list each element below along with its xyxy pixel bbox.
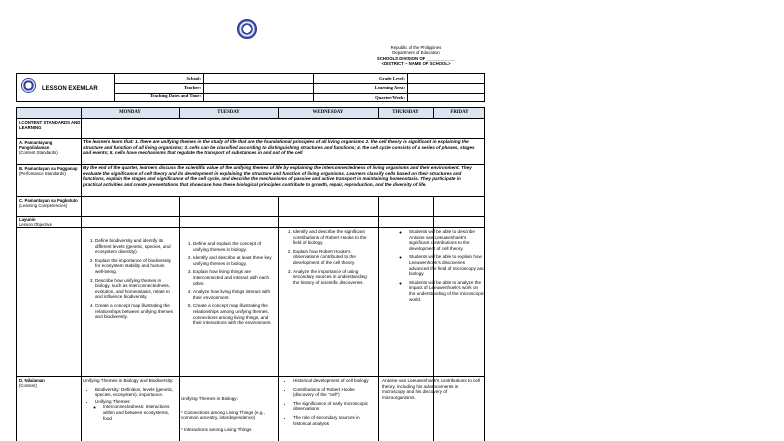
performance-standards-text: By the end of the quarter, learners discuss the scientific value of the unifying themes of life by explaining the interconnectedness of living organisms and their environment. They evaluate the significance of cell theory and its development in explaining the structure and function of living organisms. Learners classify cells based on their structures and functions, explain the stages and significance of the cell cycle, and describe the mechanisms of passive and active transport in maintaining homeostasis. They participate in practical activities and create presentations that showcase how these biological principles contribute to growth, repair, reproduction, and the diversity of life. xyxy=(83,165,472,187)
list-item: 1. Identify and describe the significant contributions of Robert Hooke to the field of biology. xyxy=(293,229,374,246)
content-standards-text: The learners learn that: 1. there are unifying themes in the study of life that are the foundational principles of all living organisms 2. the cell theory is significant in explaining the structure and function of all living organisms; 3. cells can be classified according to distinguishing structures and functions; 4. the cell cycle consists of a series of phases, stages and events; 5. cells have mechanisms that regulate the transport of substances in and out of the cell xyxy=(83,139,475,156)
label-b: B. Pamantayan sa Pagganap (Perfomance Standards) xyxy=(19,166,78,177)
dates-field[interactable] xyxy=(204,94,313,103)
teacher-label: Teacher: xyxy=(183,85,201,90)
lesson-grid xyxy=(16,107,485,441)
list-item: 4. Create a concept map illustrating the relationships between unifying themes and biodiversity. xyxy=(95,303,175,320)
grade-label: Grade Level: xyxy=(379,76,405,81)
list-item: 2. Explain how Robert Hooke's observations contributed to the development of the cell theory. xyxy=(293,249,374,266)
list-item: 2. Identify and describe at least three key unifying themes in biology. xyxy=(193,255,275,266)
content-tuesday-line: * Interactions among Living Things xyxy=(181,426,252,432)
content-tuesday-intro: Unifying Themes in Biology: xyxy=(181,396,238,401)
grade-field[interactable] xyxy=(408,74,486,83)
district-school-text: <DISTRICT – NAME OF SCHOOL> xyxy=(381,60,451,66)
deped-logo-icon xyxy=(21,78,36,93)
content-tuesday-line: * Connections among Living Things (e.g., common ancestry, interdependence) xyxy=(181,409,265,421)
content-monday-intro: Unifying Themes in Biology and Biodiversity: xyxy=(83,378,174,383)
day-wednesday: WEDNESDAY xyxy=(312,110,344,115)
list-item: 1. Define and explain the concept of unifying themes in biology. xyxy=(193,241,275,252)
school-field[interactable] xyxy=(204,74,313,83)
label-c: C. Pamantayan sa Pagkatuto (Learning Competencies) xyxy=(19,198,78,209)
list-item: ◦ Students will be able to describe Antoine van Leeuwenhoek's significant contributions to the development of cell theory. xyxy=(409,229,485,251)
lesson-info-table xyxy=(16,73,485,102)
list-item: • Biodiversity: Definition, levels (genetic, species, ecosystem), importance. xyxy=(95,387,177,398)
content-standards-header: I.CONTENT STANDARDS AND LEARNING xyxy=(19,120,81,131)
list-item: ◦ Students will be able to explain how Leeuwenhoek's discoveries advanced the field of microscopy and biology. xyxy=(409,254,485,276)
label-d: D. Nilalaman (Content) xyxy=(19,378,45,389)
quarter-field[interactable] xyxy=(408,94,486,103)
objectives-monday xyxy=(85,238,175,323)
objectives-tuesday xyxy=(183,241,275,329)
list-item: • Unifying Themes: ◦ Interconnectedness: Interactions within and between ecosystems, food xyxy=(95,399,177,421)
list-item: • The significance of early microscopic observations xyxy=(293,401,375,412)
list-item: ◦ Students will be able to analyze the impact of Leeuwenhoek's work on the understanding of the microscopic world. xyxy=(409,280,485,302)
list-item: 2. Explain the importance of biodiversity for ecosystem stability and human well-being. xyxy=(95,258,175,275)
division-text: SCHOOLS DIVISION OF ____________ xyxy=(376,55,456,61)
objectives-wednesday xyxy=(283,229,374,288)
list-item: 1. Define biodiversity and identify its different levels (genetic, species, and ecosystem diversity). xyxy=(95,238,175,255)
quarter-label: Quarter/Week: xyxy=(375,95,405,100)
day-friday: FRIDAY xyxy=(450,110,469,115)
content-thursday: Antoine van Leeuwenhoek's contributions to cell theory, including his advancements in microscopy and his discovery of microorganisms. xyxy=(382,378,480,400)
day-thursday: THURSDAY xyxy=(392,110,419,115)
content-wednesday xyxy=(281,378,375,429)
day-tuesday: TUESDAY xyxy=(217,110,240,115)
list-item: 5. Create a concept map illustrating the relationships among unifying themes, connections among living things, and their interactions with the environment. xyxy=(193,303,275,325)
teacher-field[interactable] xyxy=(204,84,313,93)
department-text: Department of Education xyxy=(392,50,440,56)
area-label: Learning Area: xyxy=(374,85,405,90)
area-field[interactable] xyxy=(408,84,486,93)
list-item: • Historical development of cell biology xyxy=(293,378,375,384)
list-item: • Contributions of Robert Hooke (discovery of the "cell") xyxy=(293,387,375,398)
label-a: A. Pamantayang Pangnilalaman (Content Standards) xyxy=(19,140,58,156)
list-item: • The role of secondary sources in historical analysis xyxy=(293,415,375,426)
dates-label: Teaching Dates and Time: xyxy=(149,93,201,98)
letterhead xyxy=(336,45,496,66)
republic-text: Republic of the Philippines xyxy=(390,45,442,50)
content-monday xyxy=(83,378,177,424)
label-layunin: Layunin Lesson Objective xyxy=(19,217,52,228)
list-item: ◦ Interconnectedness: Interactions within and between ecosystems, food xyxy=(103,404,177,421)
list-item: 3. Describe how unifying themes in biology, such as interconnectedness, evolution, and homeostasis, relate to and influence biodiversity. xyxy=(95,278,175,300)
list-item: 4. Analyze how living things interact with their environment. xyxy=(193,289,275,300)
deped-seal-icon xyxy=(237,19,257,39)
content-tuesday xyxy=(181,396,275,432)
school-label: School: xyxy=(186,76,201,81)
list-item: 3. Explain how living things are interconnected and interact with each other. xyxy=(193,269,275,286)
list-item: 3. Analyze the importance of using secondary sources in understanding the history of scientific discoveries. xyxy=(293,269,374,286)
day-monday: MONDAY xyxy=(119,110,141,115)
lesson-title: LESSON EXEMLAR xyxy=(42,86,98,92)
objectives-thursday xyxy=(399,229,485,305)
